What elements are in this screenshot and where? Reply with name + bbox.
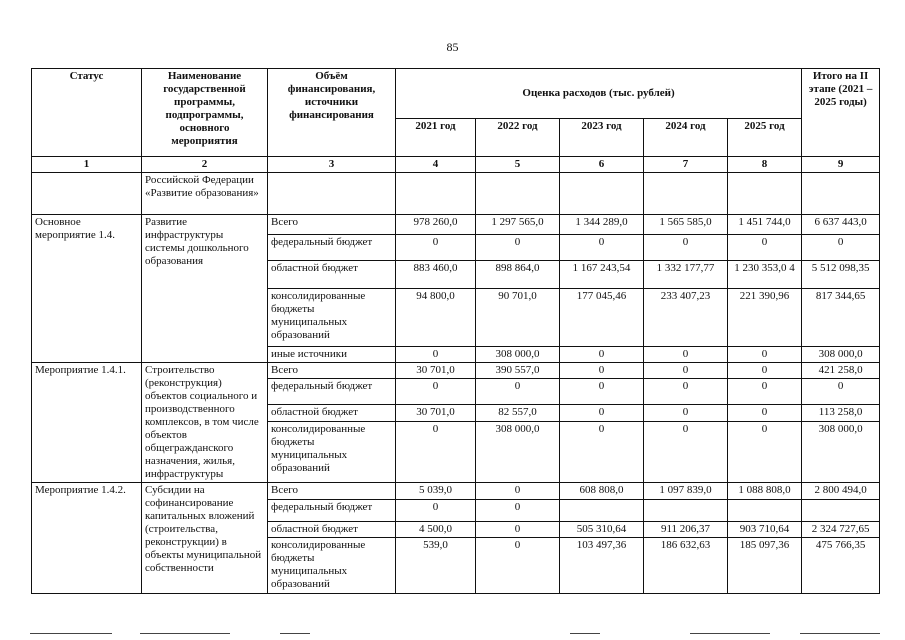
value-cell: 0 <box>560 404 644 421</box>
source-cell: областной бюджет <box>268 261 396 289</box>
value-cell: 308 000,0 <box>802 421 880 482</box>
value-cell: 0 <box>396 347 476 363</box>
continued-row <box>32 173 880 215</box>
value-cell: 505 310,64 <box>560 522 644 538</box>
value-cell: 0 <box>396 421 476 482</box>
value-cell: 0 <box>644 404 728 421</box>
value-cell: 475 766,35 <box>802 538 880 594</box>
status-cell: Основное мероприятие 1.4. <box>32 215 142 363</box>
scan-line-decoration <box>570 633 600 634</box>
value-cell: 0 <box>560 235 644 261</box>
value-cell: 0 <box>396 500 476 522</box>
value-cell: 82 557,0 <box>476 404 560 421</box>
value-cell: 308 000,0 <box>802 347 880 363</box>
value-cell: 0 <box>644 347 728 363</box>
value-cell: 0 <box>476 379 560 404</box>
value-cell: 0 <box>644 235 728 261</box>
value-cell: 421 258,0 <box>802 363 880 379</box>
column-index-row <box>32 157 880 173</box>
value-cell: 0 <box>476 500 560 522</box>
value-cell: 0 <box>644 363 728 379</box>
source-cell: консолидированные бюджеты муниципальных образований <box>268 538 396 594</box>
value-cell: 30 701,0 <box>396 363 476 379</box>
value-cell <box>728 500 802 522</box>
value-cell: 0 <box>476 522 560 538</box>
value-cell: 2 324 727,65 <box>802 522 880 538</box>
column-index: 5 <box>476 157 560 173</box>
value-cell: 0 <box>560 379 644 404</box>
value-cell: 308 000,0 <box>476 347 560 363</box>
value-cell: 0 <box>728 347 802 363</box>
value-cell: 1 451 744,0 <box>728 215 802 235</box>
column-index: 1 <box>32 157 142 173</box>
continued-name: Российской Федерации «Развитие образования» <box>142 173 268 215</box>
column-index: 8 <box>728 157 802 173</box>
scan-line-decoration <box>140 633 230 634</box>
value-cell: 0 <box>728 363 802 379</box>
financing-table <box>31 68 880 594</box>
value-cell: 539,0 <box>396 538 476 594</box>
value-cell: 0 <box>476 235 560 261</box>
source-cell: иные источники <box>268 347 396 363</box>
value-cell: 0 <box>728 235 802 261</box>
value-cell: 5 512 098,35 <box>802 261 880 289</box>
value-cell: 0 <box>802 379 880 404</box>
value-cell: 1 344 289,0 <box>560 215 644 235</box>
value-cell: 0 <box>476 483 560 500</box>
header-year: 2021 год <box>396 119 476 157</box>
table-row <box>32 483 880 500</box>
scan-line-decoration <box>280 633 310 634</box>
value-cell: 177 045,46 <box>560 289 644 347</box>
column-index: 7 <box>644 157 728 173</box>
value-cell <box>802 500 880 522</box>
value-cell: 0 <box>802 235 880 261</box>
value-cell <box>644 500 728 522</box>
source-cell: областной бюджет <box>268 522 396 538</box>
value-cell: 608 808,0 <box>560 483 644 500</box>
header-year: 2024 год <box>644 119 728 157</box>
scan-line-decoration <box>800 633 880 634</box>
value-cell: 390 557,0 <box>476 363 560 379</box>
scan-line-decoration <box>30 633 112 634</box>
column-index: 6 <box>560 157 644 173</box>
value-cell: 0 <box>560 421 644 482</box>
source-cell: федеральный бюджет <box>268 500 396 522</box>
column-index: 9 <box>802 157 880 173</box>
column-index: 2 <box>142 157 268 173</box>
header-total: Итого на II этапе (2021 – 2025 годы) <box>802 69 880 157</box>
value-cell: 0 <box>396 235 476 261</box>
value-cell: 233 407,23 <box>644 289 728 347</box>
value-cell: 1 088 808,0 <box>728 483 802 500</box>
value-cell: 185 097,36 <box>728 538 802 594</box>
value-cell: 0 <box>728 404 802 421</box>
header-year: 2022 год <box>476 119 560 157</box>
value-cell: 1 565 585,0 <box>644 215 728 235</box>
source-cell: консолидированные бюджеты муниципальных образований <box>268 421 396 482</box>
value-cell: 0 <box>728 379 802 404</box>
value-cell: 113 258,0 <box>802 404 880 421</box>
value-cell: 1 230 353,0 4 <box>728 261 802 289</box>
header-year: 2023 год <box>560 119 644 157</box>
value-cell: 1 097 839,0 <box>644 483 728 500</box>
source-cell: федеральный бюджет <box>268 379 396 404</box>
program-name-cell: Субсидии на софинансирование капитальных вложений (строительства, реконструкции) в объекты муниципальной собственности <box>142 483 268 594</box>
value-cell: 1 332 177,77 <box>644 261 728 289</box>
value-cell: 0 <box>560 363 644 379</box>
source-cell: Всего <box>268 483 396 500</box>
program-name-cell: Развитие инфраструктуры системы дошкольного образования <box>142 215 268 363</box>
value-cell: 817 344,65 <box>802 289 880 347</box>
value-cell: 0 <box>476 538 560 594</box>
value-cell <box>560 500 644 522</box>
value-cell: 978 260,0 <box>396 215 476 235</box>
value-cell: 308 000,0 <box>476 421 560 482</box>
source-cell: федеральный бюджет <box>268 235 396 261</box>
source-cell: консолидированные бюджеты муниципальных образований <box>268 289 396 347</box>
status-cell: Мероприятие 1.4.1. <box>32 363 142 483</box>
value-cell: 883 460,0 <box>396 261 476 289</box>
value-cell: 0 <box>644 421 728 482</box>
column-index: 4 <box>396 157 476 173</box>
value-cell: 898 864,0 <box>476 261 560 289</box>
value-cell: 5 039,0 <box>396 483 476 500</box>
value-cell: 0 <box>560 347 644 363</box>
program-name-cell: Строительство (реконструкция) объектов социального и производственного комплексов, в том числе объектов общегражданского назначения, жилья, инфраструктуры <box>142 363 268 483</box>
value-cell: 0 <box>728 421 802 482</box>
value-cell: 1 167 243,54 <box>560 261 644 289</box>
value-cell: 0 <box>396 379 476 404</box>
value-cell: 30 701,0 <box>396 404 476 421</box>
source-cell: Всего <box>268 363 396 379</box>
source-cell: Всего <box>268 215 396 235</box>
column-index: 3 <box>268 157 396 173</box>
value-cell: 94 800,0 <box>396 289 476 347</box>
value-cell: 4 500,0 <box>396 522 476 538</box>
value-cell: 90 701,0 <box>476 289 560 347</box>
value-cell: 911 206,37 <box>644 522 728 538</box>
header-program-name: Наименование государственной программы, подпрограммы, основного мероприятия <box>142 69 268 157</box>
value-cell: 903 710,64 <box>728 522 802 538</box>
scan-line-decoration <box>690 633 770 634</box>
value-cell: 221 390,96 <box>728 289 802 347</box>
source-cell: областной бюджет <box>268 404 396 421</box>
status-cell: Мероприятие 1.4.2. <box>32 483 142 594</box>
value-cell: 186 632,63 <box>644 538 728 594</box>
header-estimate: Оценка расходов (тыс. рублей) <box>396 69 802 119</box>
value-cell: 103 497,36 <box>560 538 644 594</box>
table-row <box>32 363 880 379</box>
header-status: Статус <box>32 69 142 157</box>
header-funding: Объём финансирования, источники финансирования <box>268 69 396 157</box>
header-year: 2025 год <box>728 119 802 157</box>
value-cell: 0 <box>644 379 728 404</box>
value-cell: 1 297 565,0 <box>476 215 560 235</box>
page-number: 85 <box>446 40 459 54</box>
value-cell: 6 637 443,0 <box>802 215 880 235</box>
value-cell: 2 800 494,0 <box>802 483 880 500</box>
table-row <box>32 215 880 235</box>
